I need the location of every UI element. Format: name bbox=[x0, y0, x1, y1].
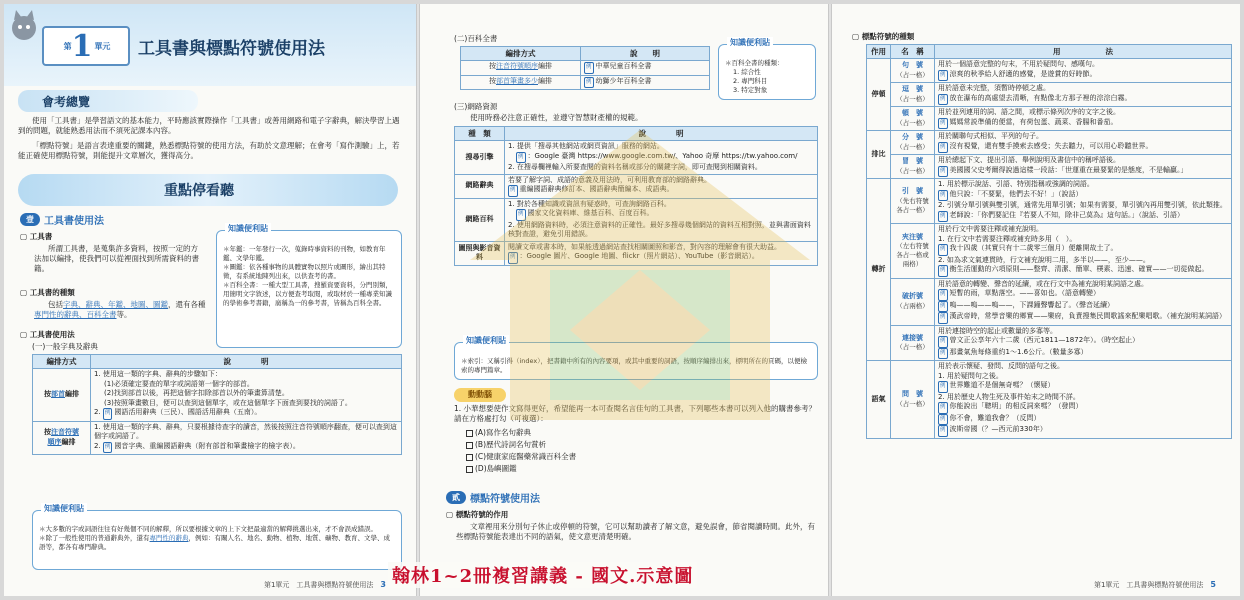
punct-usage: 用於關聯句式相似、平列的句子。 bbox=[938, 132, 1043, 140]
unit-banner bbox=[4, 4, 416, 86]
punct-slot: （左右符號各占一格或兩格） bbox=[896, 242, 929, 268]
table-row: 頓 號 （占一格） 用於並列連用的詞、語之間，或標示條列次序的文字之後。 例 媽媽常説準備的便當，有荷包蛋、蔬菜、香腸和番茄。 bbox=[867, 107, 1232, 131]
punct-name: 破折號 bbox=[902, 292, 923, 301]
checkbox-icon: ▢ bbox=[20, 330, 30, 339]
punct-example: 衡生活運動的六項原則——整齊、清潔、簡單、樸素、迅速、確實——一切從做起。 bbox=[949, 265, 1209, 273]
page-4 bbox=[420, 4, 828, 596]
page-footer: 第1單元 工具書與標點符號使用法 5 bbox=[1093, 580, 1216, 589]
checkbox-icon[interactable] bbox=[466, 466, 473, 473]
punct-group: 排比 bbox=[867, 131, 891, 179]
page-number: 3 bbox=[380, 580, 386, 589]
subheading-encyclopedia: (二)百科全書 bbox=[454, 34, 498, 43]
page-3 bbox=[4, 4, 416, 596]
table-row: 按注音符號順序編排 例 中華兒童百科全書 bbox=[461, 61, 710, 76]
punct-usage: 用於行文中需要注釋或補充說明。 bbox=[938, 225, 1043, 233]
punct-usage: 用於語意的轉變、聲音的延續，或在行文中為補充說明某詞語之處。 bbox=[938, 279, 1148, 288]
punct-slot: （占兩格） bbox=[896, 301, 929, 310]
table-row: 夾注號 （左右符號各占一格或兩格） 用於行文中需要注釋或補充說明。 1. 在行文中若需要注釋或補充時多用（ ）。 例 我十四歲（其實只有十二歲零三個月）便離開故土了。 2. 如為求文氣連貫時，行文補充說明二用，多半以——，至少——。 例 衡生活運動的六項原則——整齊、清潔、簡單、樸素、迅速、確實——一切從做起。 bbox=[867, 224, 1232, 279]
checkbox-icon: ▢ bbox=[446, 510, 456, 519]
punctuation-table: 作用 名 稱 用 法 停頓 句 號 （占一格） 用於一個語意完整的句末，不用於疑問句、感嘆句。 例 涼爽的秋季給人舒適的感覺，是遊賞的好時節。 逗 號 （占一格） 用於語意未完整，須暫時停頓之處。 例 放在瀑布的高處望去清晰，有點像北方那子裡的淙淙白霧。 頓 號 （占一格） 用於並列連用的詞、語之間，或標示條列次序的文字之後。 例 媽媽常説準備的便當，有荷包蛋、蔬菜、香腸和番茄。 排比 分 號 （占一格） 用於關聯句式相似、平列的句子。 例 沒有視覺，還有雙手摸索去感受；失去聽力，可以用心聆聽世界。 冒 號 （占一格） 用於總起下文、提出引語、舉例說明及書信中的稱呼語後。 例 美國國父史考爾得說過這樣一段話：「世運重在最要緊的是態度，不是輸贏。」 轉折 引 號 （先右符號各占一格） 1. 用於標示說話、引語、特別指稱或強調的詞語。 例 他只說：「不要緊，他們去不好！」（說話） 2. 引號分單引號與雙引號，通常先用單引號；如果有需要，單引號內再用雙引號，依此類推。 例 老師說：「你們要記住『若要人不知，除非己莫為』這句話。」（說話、引語） 夾注號 （左右符號各占一格或兩格） 用於行文中需要注釋或補充說明。 1. 在行文中若需要注釋或補充時多用（ ）。 例 我十四歲（其實只有十二歲零三個月）便離開故土了。 2. 如為求文氣連貫時，行文補充說明二用，多半以——，至少——。 例 衡生活運動的六項原則——整齊、清潔、簡單、樸素、迅速、確實——一切從做起。 破折號 （占兩格） 用於語意的轉變、聲音的延續，或在行文中為補充說明某詞語之處。 例 短暫的雨，草點落空。——喜如也。（語意轉變） 例 嗚——嗚——嗚——，下課鐘聲響起了。（聲音延續） 例 漢武帝時，常學音樂的鄉實——樂府，負責搜集民間歌謠來配樂唱歌。（補充說明某詞語） 連接號 （占一格） 用於連接時空的起止或數量的多寡等。 例 曾文正公享年六十二歲（西元1811—1872年）。（時空起止） 例 那畫氣魚每條重約1～1.6公斤。（數量多寡） 語氣 問 號 （占一格） 用於表示懷疑、發問、反問的語句之後。 1. 用於疑問句之後。 例 世界難道不是個無奇嗎？（懷疑） 2. 用於歷史人物生死及事件始末之時間不詳。 例 你能說出「聰明」的相反詞來嗎？（發問） 例 你不會，難道我會？（反問） 例 波斯帝國（？—西元前330年） bbox=[866, 44, 1232, 439]
intro-para-2: 「標點符號」是語言表達重要的關鍵，熟悉標點符號的使用方法，有助於文意理解；在會考「寫作測驗」上，若能正確使用標點符號，則能提升文章層次，獲得高分。 bbox=[18, 141, 400, 160]
section-1-head bbox=[20, 212, 104, 227]
punct-name: 逗 號 bbox=[902, 85, 923, 94]
caption-overlay: 翰林1~2冊複習講義 - 國文.示意圖 bbox=[388, 562, 697, 588]
checkbox-icon[interactable] bbox=[466, 454, 473, 461]
table-row: 停頓 句 號 （占一格） 用於一個語意完整的句末，不用於疑問句、感嘆句。 例 涼爽的秋季給人舒適的感覺，是遊賞的好時節。 bbox=[867, 59, 1232, 83]
punct-slot: （先右符號各占一格） bbox=[896, 196, 929, 214]
punct-slot: （占一格） bbox=[896, 343, 929, 351]
table-row: 語氣 問 號 （占一格） 用於表示懷疑、發問、反問的語句之後。 1. 用於疑問句之後。 例 世界難道不是個無奇嗎？（懷疑） 2. 用於歷史人物生死及事件始末之時間不詳。 例 你能說出「聰明」的相反詞來嗎？（發問） 例 你不會，難道我會？（反問） 例 波斯帝國（？—西元前330年） bbox=[867, 361, 1232, 439]
table-row: 網路百科 1. 對於各種知識或資訊有疑惑時，可查詢網路百科。 例 國家文化資料庫、維基百科、百度百科。 2. 使用網路資料時，必須注意資料的正確性。最好多搜尋幾個網站的資料互相對照，並與書面資料核對查證，避免引用錯誤。 bbox=[455, 198, 818, 241]
knowledge-note-2: 知識便利貼 ＊大多數的字或詞語往往有好幾個不同的解釋，所以要根據文章的上下文把最適當的解釋挑選出來，才不會誤成錯誤。 ＊除了一般性使用的普通辭典外，還有專門性的辭典，例如：有關人名、地名、動物、植物、地質、礦物、教育、文學、成語等，都各有專門辭典。 bbox=[32, 510, 402, 570]
punct-name: 句 號 bbox=[902, 61, 923, 70]
cat-icon bbox=[6, 8, 42, 44]
table-row: 按部首筆畫多少編排 例 幼獅少年百科全書 bbox=[461, 75, 710, 90]
heading-usage: 工具書使用法 bbox=[29, 330, 75, 339]
punct-example: 漢武帝時，常學音樂的鄉實——樂府，負責搜集民間歌謠來配樂唱歌。（補充說明某詞語） bbox=[949, 312, 1227, 320]
option-b[interactable]: (B)歷代詩詞名句賞析 bbox=[466, 440, 546, 450]
punct-slot: （占一格） bbox=[896, 118, 929, 127]
punct-example: 你能說出「聰明」的相反詞來嗎？（發問） bbox=[949, 402, 1083, 410]
punct-example: 波斯帝國（？—西元前330年） bbox=[949, 425, 1047, 433]
punct-example: 那畫氣魚每條重約1～1.6公斤。（數量多寡） bbox=[949, 347, 1088, 356]
punct-example: 沒有視覺，還有雙手摸索去感受；失去聽力，可以用心聆聽世界。 bbox=[949, 141, 1153, 150]
page-number: 5 bbox=[1210, 580, 1216, 589]
punct-usage: 用於表示懷疑、發問、反問的語句之後。 bbox=[938, 362, 1064, 370]
punct-slot: （占一格） bbox=[896, 166, 929, 175]
punct-example: 老師說：「你們要記住『若要人不知，除非己莫為』這句話。」（說話、引語） bbox=[949, 210, 1185, 219]
knowledge-note-1: 知識便利貼 ＊年鑑：一年發行一次，蒐錄時事資料的刊物，如教育年鑑、文學年鑑。 ＊圖鑑：依各種事物的具體實物以照片或圖形，繪出其特徵，有系統地陳列出來，以供查考的書。 ＊百科全書：一種大型工具書，搜羅資要資料，分門別類，用簡明文字敘述，以方便查考取閱，或取材於一種專業知識的學術參考書籍，廣稱為一的參考書，皆稱為百科全書。 bbox=[216, 230, 402, 348]
punct-usage: 2. 用於歷史人物生死及事件始末之時間不詳。 bbox=[938, 392, 1080, 401]
punct-example: 你不會，難道我會？（反問） bbox=[949, 413, 1041, 422]
punct-name: 分 號 bbox=[902, 133, 923, 142]
unit-number-box: 第 1 單元 bbox=[42, 26, 130, 66]
punct-usage: 用於語意未完整，須暫時停頓之處。 bbox=[938, 84, 1050, 92]
checkbox-icon: ▢ bbox=[20, 288, 30, 297]
punct-usage: 2. 引號分單引號與雙引號，通常先用單引號；如果有需要，單引號內再用雙引號，依此類推。 bbox=[938, 201, 1227, 209]
table-row: 逗 號 （占一格） 用於語意未完整，須暫時停頓之處。 例 放在瀑布的高處望去清晰，有點像北方那子裡的淙淙白霧。 bbox=[867, 83, 1232, 107]
table-row: 按注音符號 順序編排 1. 使用這一類的字典、辭典，只要根據待查字的讀音，然後按照注音符號順序翻查，便可以查到這個字或詞語了。 2. 例 國音字典、重編國語辭典（附有部首和筆畫檢字的檢字表）。 bbox=[33, 421, 402, 455]
table-row: 圖照與影音資料 閱讀文章或書本時，如果能透過網站查找相關圖照和影音，對內容的理解會有很大助益。 例 ：Google 圖片、Google 地圖、flickr（照片網站）、YouTube（影音網站）。 bbox=[455, 241, 818, 265]
punct-example: 媽媽常説準備的便當，有荷包蛋、蔬菜、香腸和番茄。 bbox=[949, 117, 1118, 126]
page-5 bbox=[832, 4, 1240, 596]
punct-name: 冒 號 bbox=[902, 157, 923, 166]
punct-example: 他只說：「不要緊，他們去不好！」（說話） bbox=[949, 189, 1083, 198]
punct-usage: 用於一個語意完整的句末，不用於疑問句、感嘆句。 bbox=[938, 60, 1099, 68]
punct-name: 連接號 bbox=[902, 333, 923, 342]
punct-example: 美國國父史考爾得說過這樣一段話：「世運重在最要緊的是態度，不是輸贏。」 bbox=[949, 165, 1188, 174]
punct-usage: 1. 用於標示說話、引語、特別指稱或強調的詞語。 bbox=[938, 180, 1094, 188]
punct-example: 我十四歲（其實只有十二歲零三個月）便離開故土了。 bbox=[949, 244, 1118, 252]
internet-table: 種 類 說 明 搜尋引擎 1. 提供「搜尋其他網站或網頁資訊」服務的網站。 例 ：Google 臺灣 https://www.google.com.tw/、Yahoo 奇摩 https://tw.yahoo.com/ 2. 在搜尋欄裡輸入所要查閱的資料名稱或部分的關鍵字詞，即可查閱到相關資料。 網路辭典 若要了解字詞、成語的意義及用法時，可利用教育部的網路辭典。 例 重編國語辭典修訂本、國語辭典簡編本、成語典。 網路百科 1. 對於各種知識或資訊有疑惑時，可查詢網路百科。 例 國家文化資料庫、維基百科、百度百科。 2. 使用網路資料時，必須注意資料的正確性。最好多搜尋幾個網站的資料互相對照，並與書面資料核對查證，避免引用錯誤。 圖照與影音資料 閱讀文章或書本時，如果能透過網站查找相關圖照和影音，對內容的理解會有很大助益。 例 ：Google 圖片、Google 地圖、flickr（照片網站）、YouTube（影音網站）。 bbox=[454, 126, 818, 266]
tool-book-definition: 所謂工具書，是蒐集許多資料，按照一定的方法加以編排，使我們可以從裡面找到所需資料的書籍。 bbox=[34, 244, 199, 273]
punct-usage: 1. 用於疑問句之後。 bbox=[938, 371, 1003, 380]
punct-example: 放在瀑布的高處望去清晰，有點像北方那子裡的淙淙白霧。 bbox=[949, 93, 1132, 102]
punct-example: 世界難道不是個無奇嗎？（懷疑） bbox=[949, 381, 1055, 389]
brain-activity-tag: 動動腦 bbox=[454, 388, 506, 402]
punct-slot: （占一格） bbox=[896, 399, 929, 408]
punct-slot: （占一格） bbox=[896, 142, 929, 151]
punct-example: 涼爽的秋季給人舒適的感覺，是遊賞的好時節。 bbox=[949, 69, 1097, 78]
heading-punct-function: 標點符號的作用 bbox=[455, 510, 509, 519]
section-2-head: 貳 標點符號使用法 bbox=[446, 490, 540, 505]
unit-label: 單元 bbox=[94, 41, 111, 51]
punct-name: 引 號 bbox=[902, 187, 923, 196]
activity-question: 1. 小華想要使作文寫得更好，希望能再一本可查閱名言佳句的工具書，下列哪些本書可以列入他的購書參考？請在方格處打勾（可複選）： bbox=[454, 404, 817, 423]
punct-slot: （占一格） bbox=[896, 94, 929, 103]
punct-usage: 2. 如為求文氣連貫時，行文補充說明二用，多半以——，至少——。 bbox=[938, 255, 1150, 264]
punct-slot: （占一格） bbox=[896, 70, 929, 79]
table-row: 轉折 引 號 （先右符號各占一格） 1. 用於標示說話、引語、特別指稱或強調的詞語。 例 他只說：「不要緊，他們去不好！」（說話） 2. 引號分單引號與雙引號，通常先用單引號；如果有需要，單引號內再用雙引號，依此類推。 例 老師說：「你們要記住『若要人不知，除非己莫為』這句話。」（說話、引語） bbox=[867, 179, 1232, 224]
table-row: 連接號 （占一格） 用於連接時空的起止或數量的多寡等。 例 曾文正公享年六十二歲（西元1811—1872年）。（時空起止） 例 那畫氣魚每條重約1～1.6公斤。（數量多寡） bbox=[867, 325, 1232, 361]
key-points-banner: 重點停看聽 bbox=[18, 174, 398, 206]
punct-group: 語氣 bbox=[867, 361, 891, 439]
section-number: 壹 bbox=[20, 213, 40, 226]
encyclopedia-table: 編排方式 說 明 按注音符號順序編排 例 中華兒童百科全書 按部首筆畫多少編排 例 幼獅少年百科全書 bbox=[460, 46, 710, 90]
punct-example: 嗚——嗚——嗚——，下課鐘聲響起了。（聲音延續） bbox=[949, 300, 1115, 309]
knowledge-note-4: 知識便利貼 ＊索引：又稱引得（index），把書籍中所有的內容要項，或其中重要的詞語，按順序編排出來，標明所在的頁碼，以便檢索的專門篇章。 bbox=[454, 342, 818, 380]
heading-tool-book: 工具書 bbox=[29, 232, 53, 241]
table-row: 按部首編排 1. 使用這一類的字典、辭典的步驟如下： (1)必須確定要查的單字或詞語第一個字的部首。 (2)找到部首以後，再把這個字扣除部首以外的筆畫算清楚。 (3)按照筆畫數目，便可以查到這個單字，或在這個單字下面查到要找的詞語了。 2. 例 國語活用辭典（三民）、國語活用辭典（五南）。 bbox=[33, 369, 402, 422]
unit-number: 1 bbox=[71, 28, 93, 64]
dictionary-table: 編排方式 說 明 按部首編排 1. 使用這一類的字典、辭典的步驟如下： (1)必須確定要查的單字或詞語第一個字的部首。 (2)找到部首以後，再把這個字扣除部首以外的筆畫算清楚。 (3)按照筆畫數目，便可以查到這個單字，或在這個單字下面查到要找的詞語了。 2. 例 國語活用辭典（三民）、國語活用辭典（五南）。 按注音符號 順序編排 1. 使用這一類的字典、辭典，只要根據待查字的讀音，然後按照注音符號順序翻查，便可以查到這個字或詞語了。 2. 例 國音字典、重編國語辭典（附有部首和筆畫檢字的檢字表）。 bbox=[32, 354, 402, 455]
punct-usage: 用於總起下文、提出引語、舉例說明及書信中的稱呼語後。 bbox=[938, 156, 1120, 164]
knowledge-note-tag: 知識便利貼 bbox=[225, 223, 271, 234]
checkbox-icon: ▢ bbox=[852, 32, 862, 41]
punct-example: 曾文正公享年六十二歲（西元1811—1872年）。（時空起止） bbox=[949, 336, 1140, 344]
punct-usage: 用於連接時空的起止或數量的多寡等。 bbox=[938, 326, 1057, 335]
checkbox-icon: ▢ bbox=[20, 232, 30, 241]
punct-name: 問 號 bbox=[902, 390, 923, 398]
punct-name: 夾注號 bbox=[902, 232, 923, 241]
punct-usage: 用於並列連用的詞、語之間，或標示條列次序的文字之後。 bbox=[938, 108, 1120, 116]
table-row: 排比 分 號 （占一格） 用於關聯句式相似、平列的句子。 例 沒有視覺，還有雙手摸索去感受；失去聽力，可以用心聆聽世界。 bbox=[867, 131, 1232, 155]
checkbox-icon[interactable] bbox=[466, 442, 473, 449]
unit-title: 工具書與標點符號使用法 bbox=[138, 39, 325, 59]
punct-usage: 1. 在行文中若需要注釋或補充時多用（ ）。 bbox=[938, 234, 1077, 243]
option-c[interactable]: (C)健康家庭醫藥常識百科全書 bbox=[466, 452, 576, 462]
subheading-internet: (三)網路資源 bbox=[454, 102, 498, 111]
table-row: 網路辭典 若要了解字詞、成語的意義及用法時，可利用教育部的網路辭典。 例 重編國語辭典修訂本、國語辭典簡編本、成語典。 bbox=[455, 174, 818, 198]
punct-group: 轉折 bbox=[867, 179, 891, 361]
punct-function-text: 文章裡用來分別句子休止或停頓的符號，它可以幫助讀者了解文意，避免誤會，節省閱讀時間。此外，有些標點符號能表達出不同的語氣，使文意更清楚明確。 bbox=[456, 522, 815, 541]
punct-group: 停頓 bbox=[867, 59, 891, 131]
subheading-dictionary: (一)一般字典及辭典 bbox=[32, 342, 98, 351]
intro-para-1: 使用「工具書」是學習語文的基本能力，平時應該實際操作「工具書」或善用網路和電子字辭典，解決學習上遇到的問題，就能熟悉用法而不須死記課本內容。 bbox=[18, 116, 400, 135]
section-title: 工具書使用法 bbox=[44, 216, 104, 227]
heading-punct-kinds: 標點符號的種類 bbox=[861, 32, 915, 41]
punct-name: 頓 號 bbox=[902, 109, 923, 118]
internet-note: 使用時務必注意正確性，並遵守智慧財產權的規範。 bbox=[470, 113, 643, 122]
table-row: 搜尋引擎 1. 提供「搜尋其他網站或網頁資訊」服務的網站。 例 ：Google 臺灣 https://www.google.com.tw/、Yahoo 奇摩 https://tw.yahoo.com/ 2. 在搜尋欄裡輸入所要查閱的資料名稱或部分的關鍵字詞，即可查閱到相關資料。 bbox=[455, 141, 818, 175]
knowledge-note-3: 知識便利貼 ＊百科全書的種類： 1. 綜合性 2. 專門科目 3. 特定對象 bbox=[718, 44, 816, 100]
heading-kinds: 工具書的種類 bbox=[29, 288, 75, 297]
exam-overview-banner: 會考總覽 bbox=[18, 90, 198, 112]
table-row: 冒 號 （占一格） 用於總起下文、提出引語、舉例說明及書信中的稱呼語後。 例 美國國父史考爾得說過這樣一段話：「世運重在最要緊的是態度，不是輸贏。」 bbox=[867, 155, 1232, 179]
page-footer: 第1單元 工具書與標點符號使用法 3 bbox=[263, 580, 386, 589]
kinds-text: 包括字典、辭典、年鑑、地圖、圖鑑，還有各種專門性的辭典、百科全書等。 bbox=[34, 300, 206, 319]
table-row: 破折號 （占兩格） 用於語意的轉變、聲音的延續，或在行文中為補充說明某詞語之處。 例 短暫的雨，草點落空。——喜如也。（語意轉變） 例 嗚——嗚——嗚——，下課鐘聲響起了。（聲音延續） 例 漢武帝時，常學音樂的鄉實——樂府，負責搜集民間歌謠來配樂唱歌。（補充說明某詞語） bbox=[867, 278, 1232, 325]
punct-example: 短暫的雨，草點落空。——喜如也。（語意轉變） bbox=[949, 289, 1101, 297]
checkbox-icon[interactable] bbox=[466, 430, 473, 437]
option-d[interactable]: (D)島嶼圖鑑 bbox=[466, 464, 517, 474]
option-a[interactable]: (A)寫作名句辭典 bbox=[466, 428, 531, 438]
